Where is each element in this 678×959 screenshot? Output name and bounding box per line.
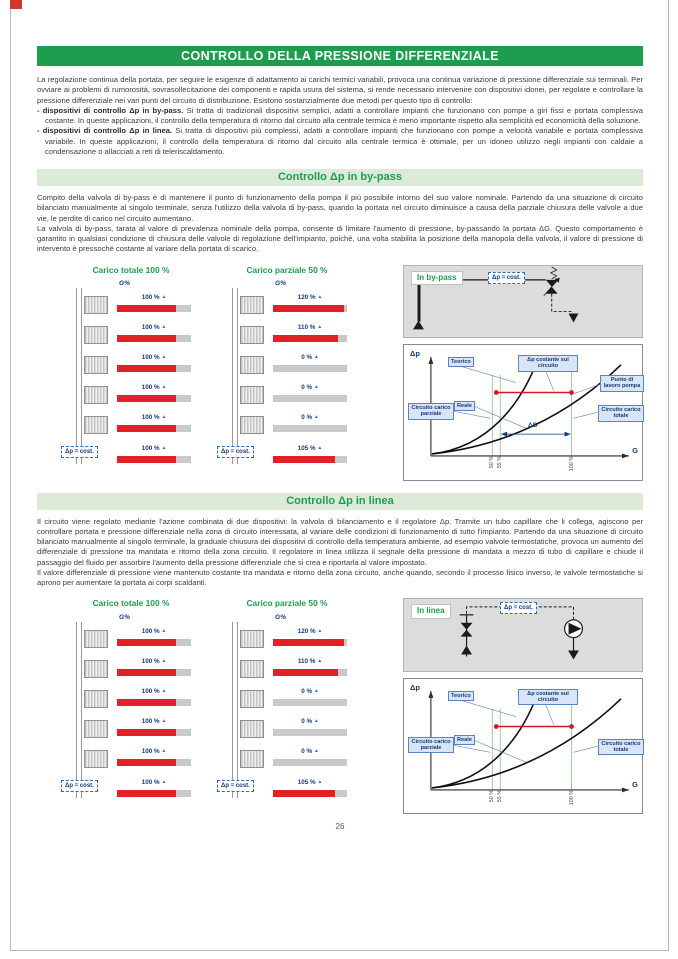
radiator-row xyxy=(217,686,357,714)
flow-axis-label: G% xyxy=(275,613,286,621)
load-diagram-total xyxy=(61,598,201,814)
flow-bar-track xyxy=(117,365,191,372)
diagram-body xyxy=(61,280,201,476)
flow-bar-track xyxy=(273,456,347,463)
flow-bar-track xyxy=(117,790,191,797)
radiator-row xyxy=(61,686,201,714)
radiator-row xyxy=(61,626,201,654)
flow-bar xyxy=(117,365,176,372)
circuito-totale-label: Circuito carico totale xyxy=(598,405,644,422)
paragraph: Compito della valvola di by-pass è di mantenere il punto di funzionamento della pompa il più possibile intorno del suo valore nominale. Partendo da una situazione di circuito bilanciato manualmente al singolo terminale, senza l'utilizzo della valvola di by-pass, quando la portata nel circuito diminuisce a causa della parziale chiusura delle valvole a due vie, le perdite di carico nel circuito aumentano. xyxy=(37,193,643,223)
flow-bar xyxy=(117,425,176,432)
radiator-row xyxy=(217,322,357,350)
flow-up-arrow-icon xyxy=(413,320,424,329)
flow-percentage: 100 % ▲ xyxy=(141,747,167,755)
radiator-icon xyxy=(84,326,108,344)
radiator-row xyxy=(61,292,201,320)
flow-percentage: 0 % ▲ xyxy=(301,383,319,391)
marker-triangle-icon: ▲ xyxy=(161,748,167,754)
flow-percentage: 0 % ▲ xyxy=(301,353,319,361)
flow-bar xyxy=(117,335,176,342)
page-number: 26 xyxy=(335,822,345,832)
flow-axis-label: G% xyxy=(119,613,130,621)
marker-triangle-icon: ▲ xyxy=(161,718,167,724)
x-tick-50: 50 % xyxy=(489,455,495,469)
circuito-parziale-label: Circuito carico parziale xyxy=(408,403,454,420)
load-diagram-total xyxy=(61,265,201,481)
dp-cost-label: Δp = cost. xyxy=(61,446,98,458)
flow-bar-track xyxy=(117,395,191,402)
schematic-title: In linea xyxy=(411,604,451,619)
flow-bar xyxy=(117,305,176,312)
radiator-row xyxy=(217,746,357,774)
bypass-chart xyxy=(403,344,643,481)
circuito-totale-label: Circuito carico totale xyxy=(598,739,644,756)
dp-costante-label: Δp costante sul circuito xyxy=(518,689,578,706)
circuito-parziale-label: Circuito carico parziale xyxy=(408,737,454,754)
radiator-row xyxy=(217,656,357,684)
radiator-icon xyxy=(240,630,264,648)
x-axis-label: G xyxy=(632,445,638,455)
reale-label: Reale xyxy=(454,735,475,745)
marker-triangle-icon: ▲ xyxy=(161,414,167,420)
corner-red-mark xyxy=(10,0,22,9)
bullet-bypass xyxy=(37,106,643,127)
spring-icon xyxy=(551,266,557,278)
bypass-flow-row xyxy=(61,777,201,805)
flow-bar xyxy=(273,790,335,797)
marker-triangle-icon: ▲ xyxy=(161,628,167,634)
radiator-icon xyxy=(240,356,264,374)
flow-down-arrow-icon xyxy=(568,651,579,660)
page-sheet xyxy=(10,0,669,951)
radiator-icon xyxy=(84,296,108,314)
diagram-title: Carico parziale 50 % xyxy=(246,598,328,609)
flow-bar-track xyxy=(117,669,191,676)
bullet-lead: - dispositivi di controllo Δp in by-pass. xyxy=(37,105,184,115)
schematic-title: In by-pass xyxy=(411,271,463,286)
flow-bar xyxy=(117,456,176,463)
flow-percentage: 0 % ▲ xyxy=(301,413,319,421)
balancing-valve-icon xyxy=(461,623,473,630)
flow-bar-track xyxy=(273,729,347,736)
flow-axis-label: G% xyxy=(275,279,286,287)
radiator-icon xyxy=(240,660,264,678)
marker-triangle-icon: ▲ xyxy=(161,658,167,664)
radiator-row xyxy=(217,716,357,744)
bullet-text: Si tratta di tradizionali dispositivi semplici, adatti a controllare impianti che funzionano con pompe a giri fissi e portata complessiva costante. In queste applicazioni, il controllo della temperatura di ritorno dal circuito alla centrale termica è meno importante rispetto alla semplicità ed economicità della soluzione. xyxy=(45,105,643,125)
flow-percentage: 100 % ▲ xyxy=(141,717,167,725)
flow-bar xyxy=(117,639,176,646)
radiator-row xyxy=(61,656,201,684)
flow-percentage: 110 % ▲ xyxy=(297,657,323,665)
radiator-icon xyxy=(84,690,108,708)
flow-bar xyxy=(117,790,176,797)
radiator-row xyxy=(61,746,201,774)
flow-bar-track xyxy=(273,790,347,797)
flow-percentage: 100 % ▲ xyxy=(141,323,167,331)
diagram-body xyxy=(217,614,357,810)
marker-triangle-icon: ▲ xyxy=(317,658,323,664)
marker-triangle-icon: ▲ xyxy=(314,354,319,360)
linea-paragraphs xyxy=(37,517,643,589)
marker-triangle-icon: ▲ xyxy=(161,354,167,360)
flow-bar-track xyxy=(117,335,191,342)
y-axis-label: Δp xyxy=(410,348,420,358)
marker-triangle-icon: ▲ xyxy=(317,324,323,330)
flow-percentage: 110 % ▲ xyxy=(297,323,323,331)
delta-g-label: ΔG xyxy=(528,421,538,429)
flow-bar-track xyxy=(273,759,347,766)
section-title-bypass: Controllo Δp in by-pass xyxy=(37,169,643,186)
radiator-row xyxy=(61,382,201,410)
diagram-body xyxy=(217,280,357,476)
marker-triangle-icon: ▲ xyxy=(161,779,167,785)
marker-triangle-icon: ▲ xyxy=(314,748,319,754)
page-content xyxy=(37,46,643,833)
bypass-flow-row xyxy=(217,777,357,805)
radiator-icon xyxy=(240,416,264,434)
flow-bar-track xyxy=(273,425,347,432)
radiator-icon xyxy=(84,386,108,404)
flow-bar xyxy=(273,335,338,342)
x-tick-100: 100 % xyxy=(569,455,575,472)
radiator-icon xyxy=(240,750,264,768)
paragraph: La valvola di by-pass, tarata al valore di prevalenza nominale della pompa, consente di limitare l'aumento di pressione, by-passando la portata ΔG. Questo comportamento è garantito in qualsiasi condizione di chiusura delle valvole di regolazione dell'impianto, poiché, una volta stabilita la posizione della manopola della valvola, il valore di pressione di intervento è pressoché costante al variare della portata di scarico. xyxy=(37,223,643,254)
flow-percentage: 100 % ▲ xyxy=(141,293,167,301)
radiator-row xyxy=(217,412,357,440)
radiator-icon xyxy=(84,720,108,738)
diagram-body xyxy=(61,614,201,810)
x-tick-100: 100 % xyxy=(569,789,575,805)
marker-triangle-icon: ▲ xyxy=(317,628,323,634)
marker-triangle-icon: ▲ xyxy=(161,294,167,300)
x-axis-label: G xyxy=(632,779,638,789)
page-title: CONTROLLO DELLA PRESSIONE DIFFERENZIALE xyxy=(37,46,643,66)
flow-bar-track xyxy=(117,456,191,463)
section-title-linea: Controllo Δp in linea xyxy=(37,493,643,510)
dp-cost-label: Δp = cost. xyxy=(500,602,537,614)
intro-block xyxy=(37,75,643,157)
dp-cost-label: Δp = cost. xyxy=(61,780,98,792)
bypass-paragraphs xyxy=(37,193,643,255)
bypass-flow-row xyxy=(61,443,201,471)
flow-percentage: 100 % ▲ xyxy=(141,383,167,391)
paragraph: Il circuito viene regolato mediante l'azione combinata di due dispositivi: la valvola di bilanciamento e il regolatore Δp. Tramite un tubo capillare che li collega, agiscono per controllare portata e pressione differenziale nella zona di circuito interessata, al variare delle condizioni di funzionamento di tutto l'impianto. Partendo da una situazione di circuito bilanciato manualmente al singolo terminale, la graduale chiusura dei dispositivi di controllo della temperatura ambiente, ad esempio valvole termostatiche, provoca un aumento del differenziale di pressione tra mandata e ritorno della zona circuito. Il regolatore in linea utilizza il segnale della pressione di mandata a mezzo di tubo di capillare e chiude il passaggio del fluido per assorbire l'aumento della pressione differenziale che si crea e riportarla al valore impostato. xyxy=(37,516,643,567)
paragraph: Il valore differenziale di pressione viene mantenuto costante tra mandata e ritorno della zona circuito, anche quando, secondo il processo fisico inverso, le valvole termostatiche si aprono per aumentare la portata ai corpi scaldanti. xyxy=(37,567,643,587)
flow-bar xyxy=(273,305,344,312)
flow-bar xyxy=(273,669,338,676)
flow-percentage: 100 % ▲ xyxy=(141,657,167,665)
flow-bar xyxy=(117,395,176,402)
flow-percentage: 0 % ▲ xyxy=(301,717,319,725)
intro-paragraph: La regolazione continua della portata, per seguire le esigenze di adattamento ai carichi termici variabili, provoca una continua variazione di pressione differenziale sui terminali. Per ovviare ai problemi di rumorosità, sovrasollecitazione dei componenti e rapida usura del sistema, si rende necessario intervenire con dispositivi idonei, per regolare e controllare la pressione differenziale nei vari punti del circuito di distribuzione. Esistono sostanzialmente due metodi per questo tipo di controllo: xyxy=(37,75,643,105)
dp-costante-label: Δp costante sul circuito xyxy=(518,355,578,372)
marker-triangle-icon: ▲ xyxy=(161,324,167,330)
flow-bar xyxy=(117,759,176,766)
marker-triangle-icon: ▲ xyxy=(161,445,167,451)
radiator-icon xyxy=(240,720,264,738)
punto-lavoro-label: Punto di lavoro pompa xyxy=(600,375,644,392)
flow-bar-track xyxy=(117,729,191,736)
radiator-row xyxy=(217,382,357,410)
marker-triangle-icon: ▲ xyxy=(314,414,319,420)
teorico-label: Teorico xyxy=(448,357,474,367)
radiator-icon xyxy=(84,356,108,374)
flow-percentage: 120 % ▲ xyxy=(297,293,323,301)
marker-triangle-icon: ▲ xyxy=(314,688,319,694)
radiator-row xyxy=(217,626,357,654)
radiator-row xyxy=(217,352,357,380)
bypass-right-column xyxy=(403,265,643,481)
flow-bar-track xyxy=(273,699,347,706)
flow-percentage: 105 % ▲ xyxy=(297,444,323,452)
marker-triangle-icon: ▲ xyxy=(317,779,323,785)
radiator-row xyxy=(61,412,201,440)
bullet-lead: - dispositivi di controllo Δp in linea. xyxy=(37,126,173,136)
radiator-icon xyxy=(240,690,264,708)
diagram-title: Carico totale 100 % xyxy=(92,598,170,609)
flow-bar-track xyxy=(273,639,347,646)
flow-bar-track xyxy=(273,335,347,342)
radiator-row xyxy=(61,352,201,380)
diagram-title: Carico parziale 50 % xyxy=(246,264,328,275)
flow-bar xyxy=(273,456,335,463)
flow-bar xyxy=(117,729,176,736)
radiator-icon xyxy=(240,326,264,344)
dp-cost-label: Δp = cost. xyxy=(217,780,254,792)
x-tick-55: 55 % xyxy=(497,455,503,469)
marker-triangle-icon: ▲ xyxy=(314,718,319,724)
dp-cost-label: Δp = cost. xyxy=(488,272,525,284)
marker-triangle-icon: ▲ xyxy=(161,384,167,390)
marker-triangle-icon: ▲ xyxy=(161,688,167,694)
radiator-icon xyxy=(240,296,264,314)
marker-triangle-icon: ▲ xyxy=(317,445,323,451)
flow-bar-track xyxy=(273,395,347,402)
reale-label: Reale xyxy=(454,401,475,411)
marker-triangle-icon: ▲ xyxy=(317,294,323,300)
load-diagram-partial xyxy=(217,598,357,814)
radiator-row xyxy=(61,322,201,350)
y-axis-label: Δp xyxy=(410,682,420,692)
teorico-label: Teorico xyxy=(448,691,474,701)
linea-right-column xyxy=(403,598,643,814)
bypass-figure-row xyxy=(37,265,643,481)
pump-working-point xyxy=(569,390,574,395)
flow-bar xyxy=(273,639,344,646)
flow-percentage: 0 % ▲ xyxy=(301,747,319,755)
linea-schematic xyxy=(403,598,643,671)
flow-percentage: 0 % ▲ xyxy=(301,687,319,695)
flow-bar xyxy=(117,669,176,676)
radiator-row xyxy=(217,292,357,320)
flow-bar-track xyxy=(273,365,347,372)
load-diagram-partial xyxy=(217,265,357,481)
flow-bar-track xyxy=(117,639,191,646)
bypass-valve-icon xyxy=(546,279,558,286)
flow-bar-track xyxy=(273,305,347,312)
flow-axis-label: G% xyxy=(119,279,130,287)
linea-figure-row xyxy=(37,598,643,814)
flow-percentage: 100 % ▲ xyxy=(141,444,167,452)
x-tick-55: 55 % xyxy=(497,789,503,802)
bypass-flow-row xyxy=(217,443,357,471)
flow-percentage: 100 % ▲ xyxy=(141,353,167,361)
diagram-title: Carico totale 100 % xyxy=(92,264,170,275)
flow-bar-track xyxy=(117,425,191,432)
radiator-icon xyxy=(240,386,264,404)
flow-percentage: 100 % ▲ xyxy=(141,413,167,421)
linea-chart xyxy=(403,678,643,815)
bullet-text: Si tratta di dispositivi più complessi, adatti a controllare impianti che funzionano con pompe a velocità variabile e portata complessiva variabile. In queste applicazioni, il controllo della temperatura di ritorno dal circuito alla centrale termica è ottimale, per un idoneo utilizzo negli impianti con caldaie a condensazione o allacciati a reti di teleriscaldamento. xyxy=(45,126,643,156)
flow-percentage: 100 % ▲ xyxy=(141,627,167,635)
flow-up-arrow-icon xyxy=(461,646,472,655)
flow-bar-track xyxy=(117,699,191,706)
flow-percentage: 105 % ▲ xyxy=(297,778,323,786)
flow-bar xyxy=(117,699,176,706)
radiator-icon xyxy=(84,750,108,768)
radiator-icon xyxy=(84,660,108,678)
radiator-icon xyxy=(84,630,108,648)
flow-percentage: 120 % ▲ xyxy=(297,627,323,635)
flow-bar-track xyxy=(273,669,347,676)
marker-triangle-icon: ▲ xyxy=(314,384,319,390)
bypass-schematic xyxy=(403,265,643,338)
bullet-linea xyxy=(37,126,643,157)
radiator-row xyxy=(61,716,201,744)
flow-percentage: 100 % ▲ xyxy=(141,778,167,786)
flow-bar-track xyxy=(117,305,191,312)
flow-bar-track xyxy=(117,759,191,766)
radiator-icon xyxy=(84,416,108,434)
flow-percentage: 100 % ▲ xyxy=(141,687,167,695)
dp-cost-label: Δp = cost. xyxy=(217,446,254,458)
x-tick-50: 50 % xyxy=(489,789,495,802)
flow-down-arrow-icon xyxy=(569,313,579,322)
